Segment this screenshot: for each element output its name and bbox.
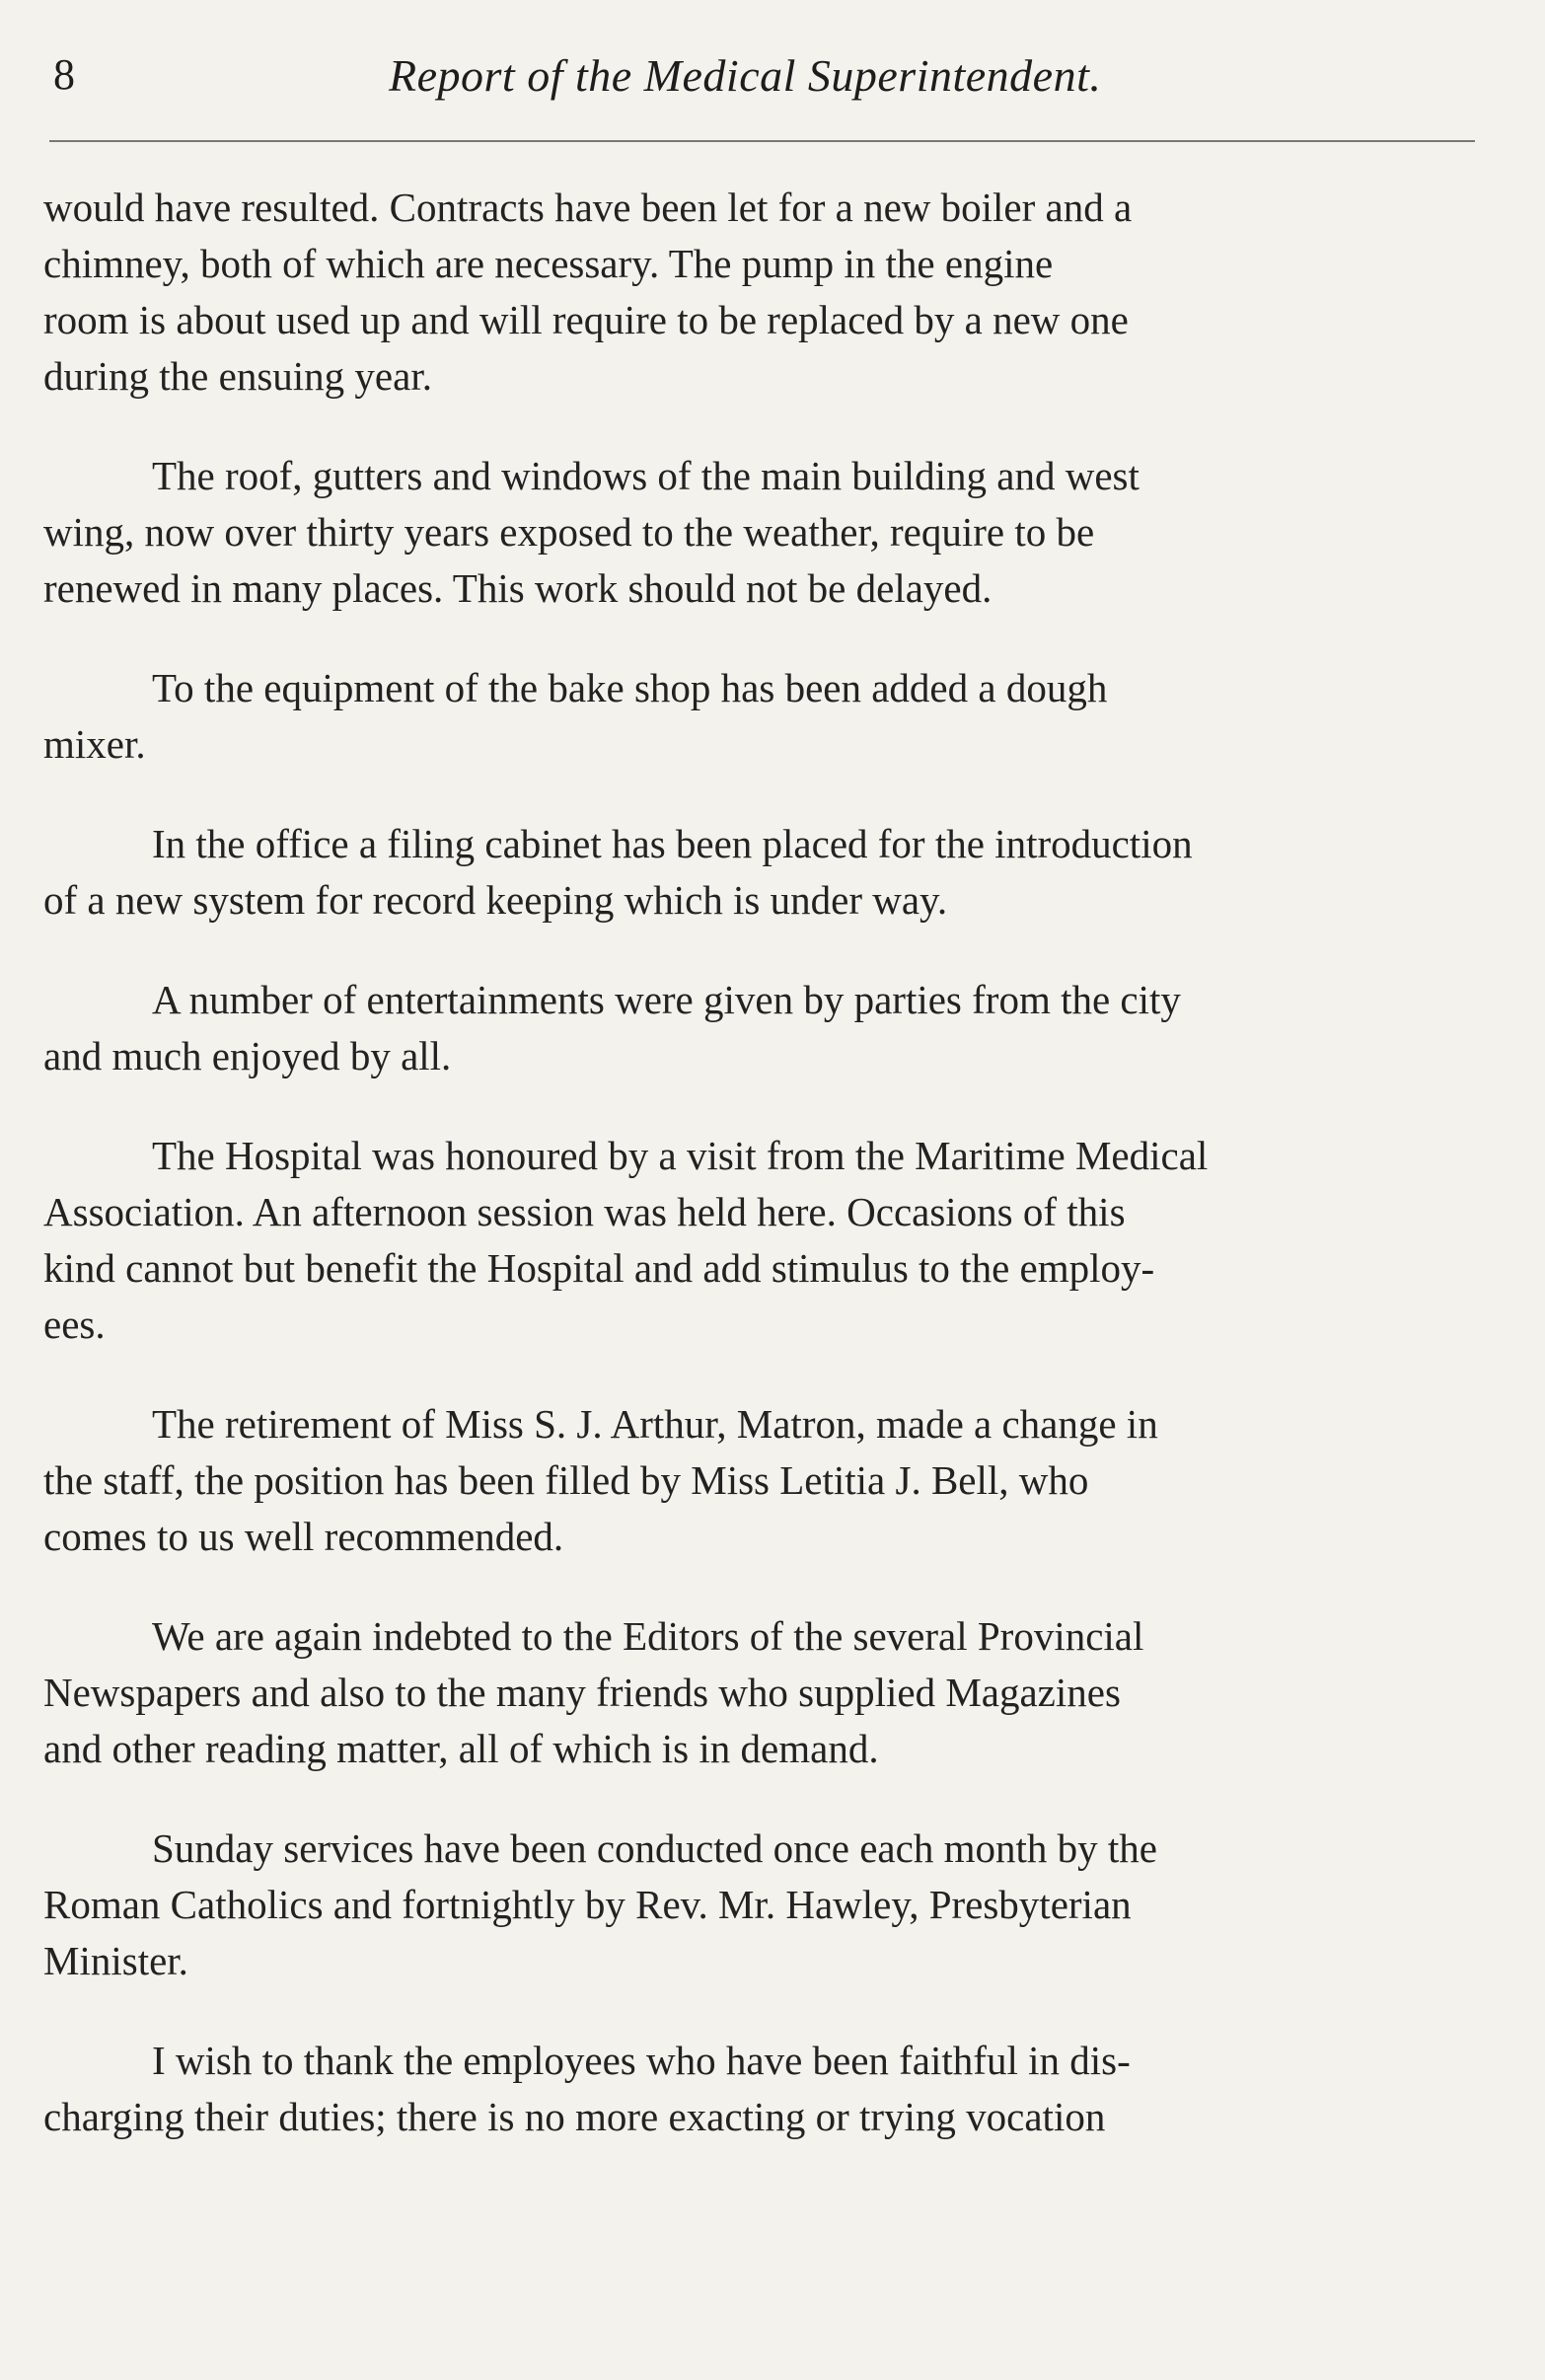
text-line: renewed in many places. This work should not be delayed. — [43, 565, 993, 611]
body-text — [43, 180, 1523, 2145]
paragraph-gap — [43, 1353, 1523, 1396]
paragraph-roof-repairs — [43, 448, 1523, 617]
text-line: wing, now over thirty years exposed to the weather, require to be — [43, 509, 1095, 555]
paragraph-gap — [43, 405, 1523, 448]
text-line: The Hospital was honoured by a visit from the Maritime Medical — [152, 1133, 1209, 1178]
text-line: To the equipment of the bake shop has been added a dough — [152, 665, 1108, 710]
paragraph-bake-shop — [43, 660, 1523, 773]
text-line: would have resulted. Contracts have been let for a new boiler and a — [43, 185, 1133, 230]
paragraph-gap — [43, 929, 1523, 972]
text-line: Sunday services have been conducted once each month by the — [152, 1825, 1157, 1871]
paragraph-boiler-chimney — [43, 180, 1523, 405]
paragraph-filing-cabinet — [43, 816, 1523, 929]
text-line: We are again indebted to the Editors of the several Provincial — [152, 1613, 1144, 1659]
paragraph-gap — [43, 1084, 1523, 1128]
text-line: and much enjoyed by all. — [43, 1033, 452, 1078]
text-line: chimney, both of which are necessary. The pump in the engine — [43, 241, 1054, 286]
paragraph-thanks-employees — [43, 2033, 1523, 2145]
text-line: and other reading matter, all of which is in demand. — [43, 1726, 879, 1771]
text-line: In the office a filing cabinet has been placed for the introduction — [152, 821, 1193, 866]
text-line: The roof, gutters and windows of the main building and west — [152, 453, 1140, 498]
paragraph-gap — [43, 617, 1523, 660]
text-line: Roman Catholics and fortnightly by Rev. Mr. Hawley, Presbyterian — [43, 1882, 1132, 1927]
text-line: The retirement of Miss S. J. Arthur, Matron, made a change in — [152, 1401, 1158, 1447]
paragraph-gap — [43, 1777, 1523, 1821]
text-line: Newspapers and also to the many friends who supplied Magazines — [43, 1670, 1121, 1715]
paragraph-gap — [43, 773, 1523, 816]
paragraph-newspapers — [43, 1608, 1523, 1777]
text-line: comes to us well recommended. — [43, 1514, 564, 1559]
text-line: room is about used up and will require to be replaced by a new one — [43, 297, 1129, 342]
text-line: Minister. — [43, 1938, 188, 1983]
text-line: I wish to thank the employees who have been faithful in dis- — [152, 2038, 1131, 2083]
text-line: A number of entertainments were given by parties from the city — [152, 977, 1181, 1022]
text-line: the staff, the position has been filled by Miss Letitia J. Bell, who — [43, 1457, 1089, 1503]
paragraph-matron-retirement — [43, 1396, 1523, 1565]
text-line: of a new system for record keeping which is under way. — [43, 877, 948, 923]
paragraph-gap — [43, 1989, 1523, 2033]
text-line: during the ensuing year. — [43, 353, 432, 399]
paragraph-maritime-visit — [43, 1128, 1523, 1353]
text-line: Association. An afternoon session was held here. Occasions of this — [43, 1189, 1126, 1234]
text-line: ees. — [43, 1302, 106, 1347]
paragraph-sunday-services — [43, 1821, 1523, 1989]
paragraph-entertainments — [43, 972, 1523, 1084]
header-rule — [49, 140, 1475, 142]
text-line: charging their duties; there is no more exacting or trying vocation — [43, 2094, 1106, 2139]
text-line: mixer. — [43, 721, 146, 767]
text-line: kind cannot but benefit the Hospital and add stimulus to the employ- — [43, 1245, 1155, 1291]
paragraph-gap — [43, 1565, 1523, 1608]
running-title: Report of the Medical Superintendent. — [389, 50, 1102, 101]
running-head — [53, 28, 1470, 107]
page-number: 8 — [53, 50, 75, 99]
